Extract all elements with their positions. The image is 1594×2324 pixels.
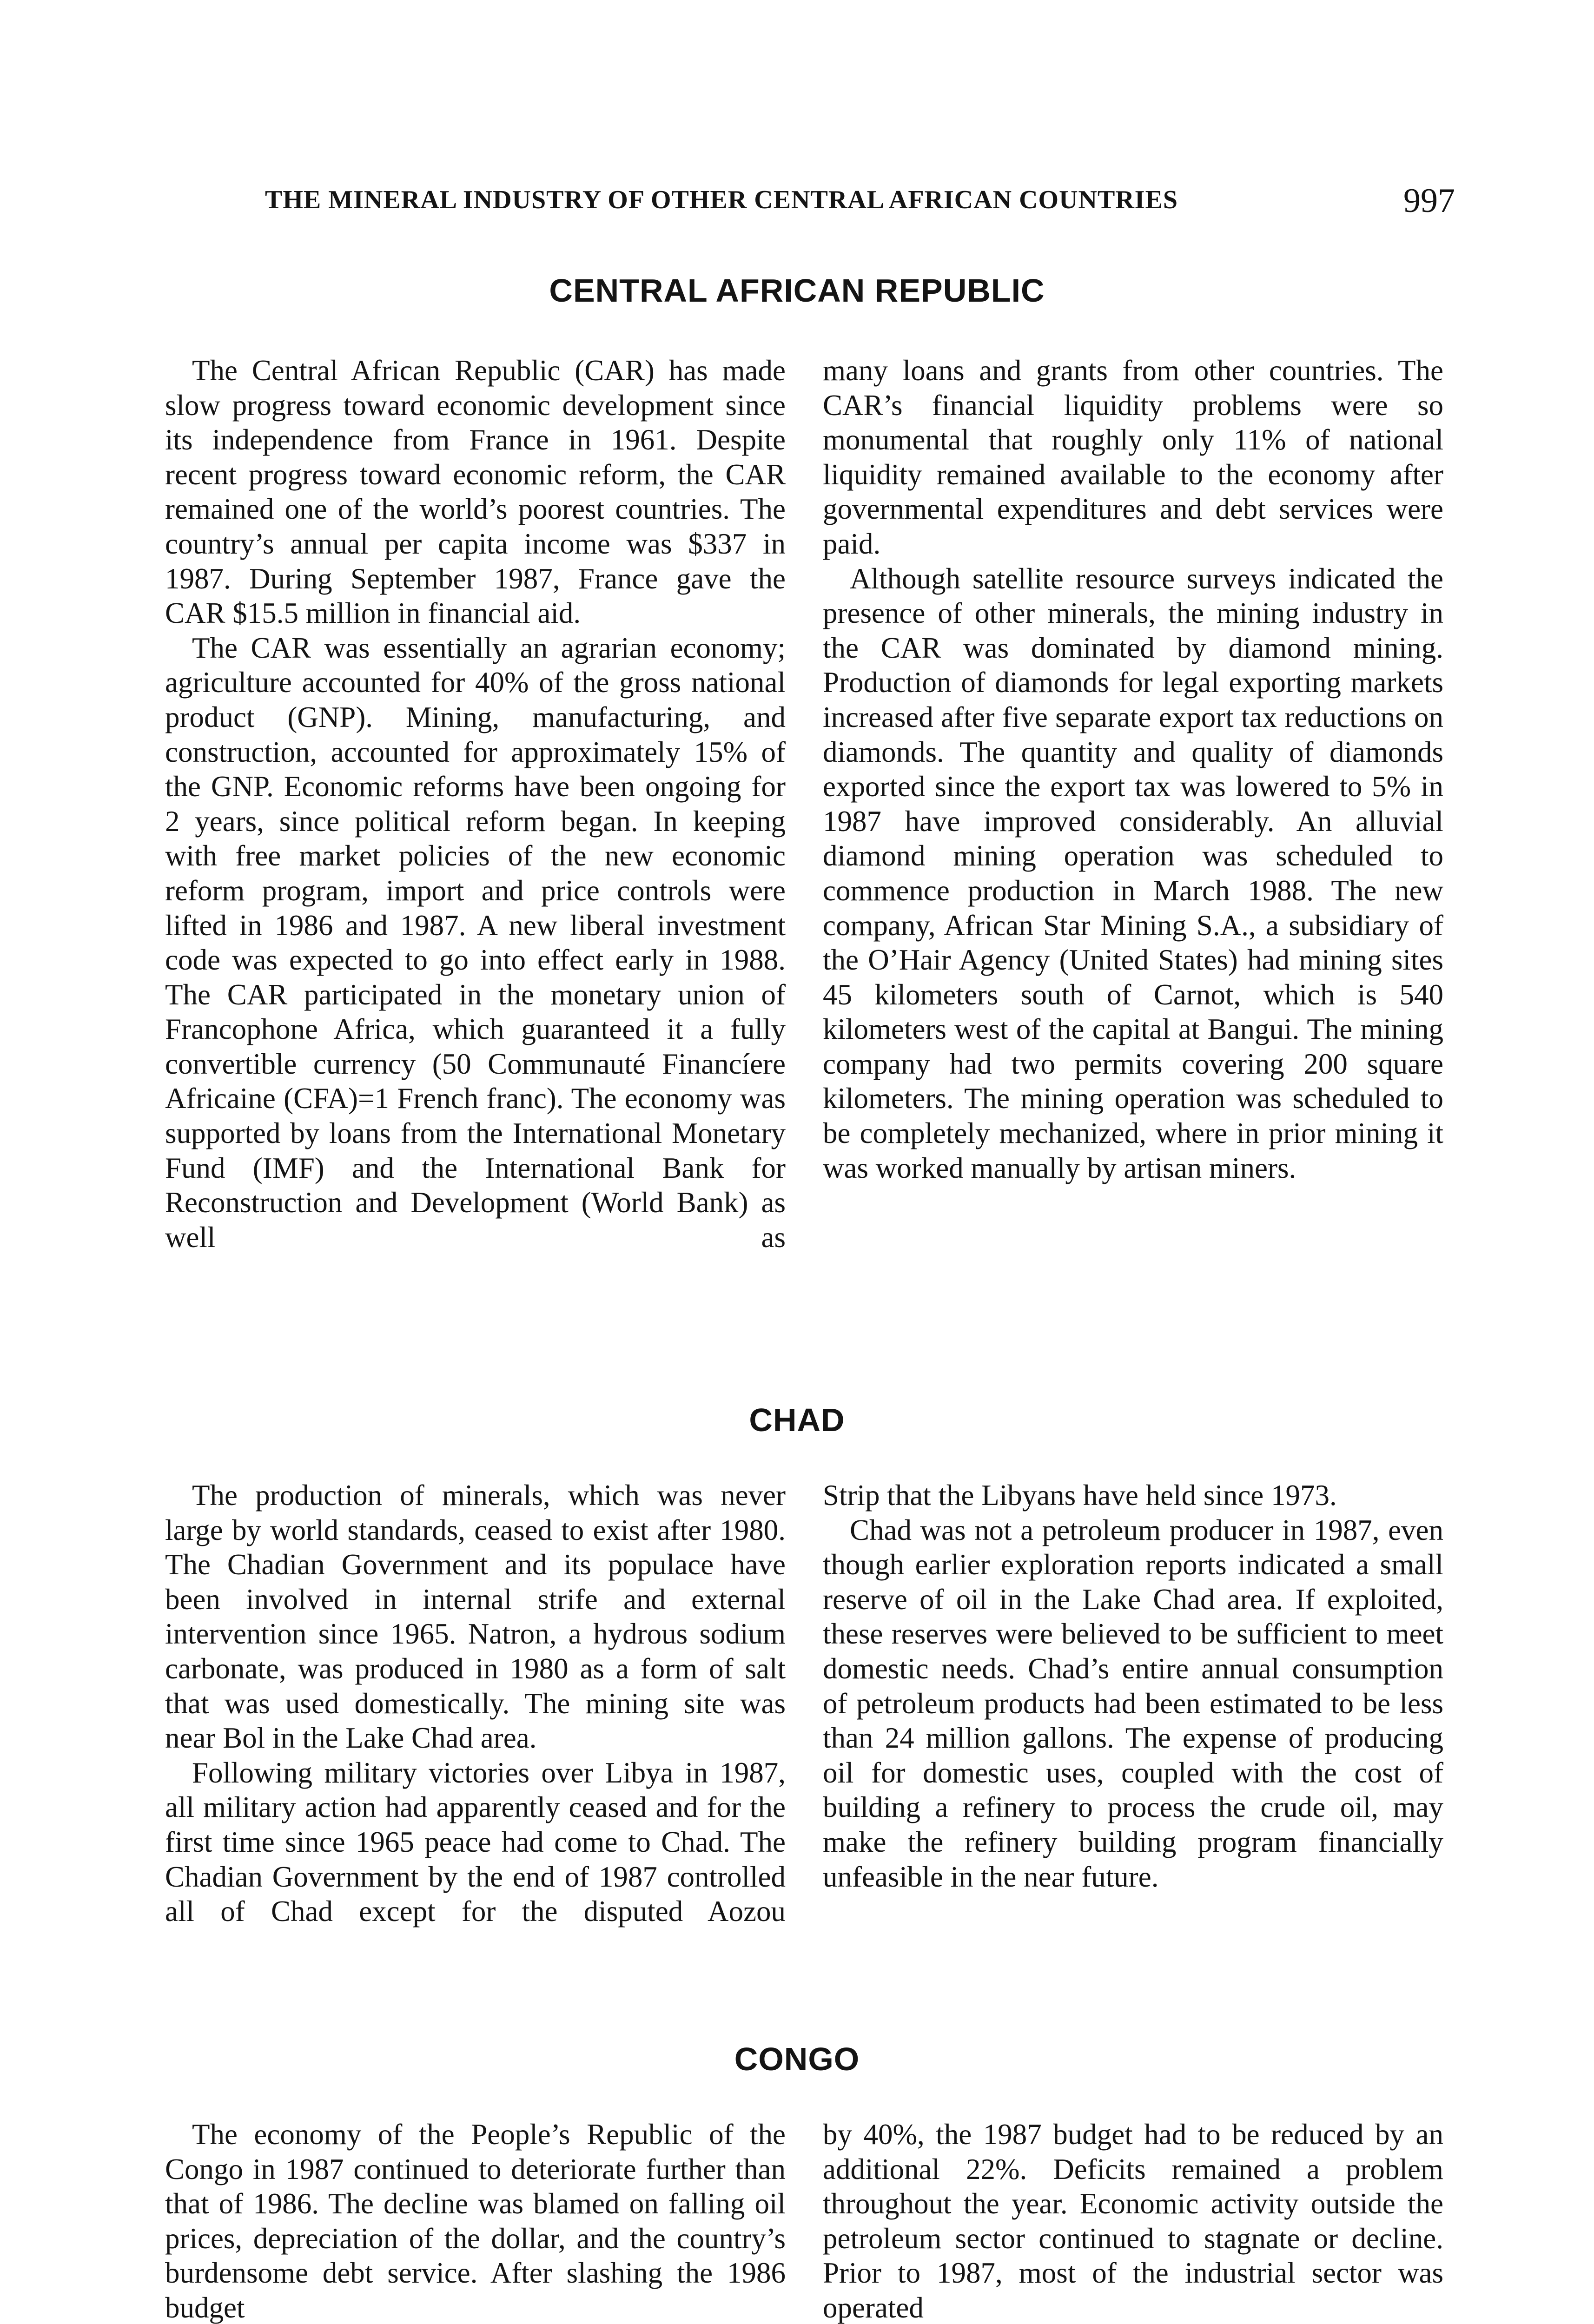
congo-right-column xyxy=(823,2117,1443,2324)
chad-paragraph-1: The production of minerals, which was never large by world standards, ceased to exist after 1980. The Chadian Government and its populace have been involved in internal strife and external intervention since 1965. Natron, a hydrous sodium carbonate, was produced in 1980 as a form of salt that was used domestically. The mining site was near Bol in the Lake Chad area. xyxy=(165,1479,786,1755)
chad-paragraph-3: Chad was not a petroleum producer in 1987, even though earlier exploration reports indicated a small reserve of oil in the Lake Chad area. If exploited, these reserves were believed to be sufficient to meet domestic needs. Chad’s entire annual consumption of petroleum products had been estimated to be less than 24 million gallons. The expense of producing oil for domestic uses, coupled with the cost of building a refinery to process the crude oil, may make the refinery building program financially unfeasible in the near future. xyxy=(823,1513,1443,1893)
congo-left-column xyxy=(165,2117,786,2324)
chad-left-column xyxy=(165,1478,786,1929)
section-heading-congo: CONGO xyxy=(734,2041,860,2077)
car-paragraph-2: The CAR was essentially an agrarian economy; agriculture accounted for 40% of the gross national product (GNP). Mining, manufacturing, and construction, accounted for approximately 15% of the GNP. Economic reforms have been ongoing for 2 years, since political reform began. In keeping with free market policies of the new economic reform program, import and price controls were lifted in 1986 and 1987. A new liberal investment code was expected to go into effect early in 1988. The CAR participated in the monetary union of Francophone Africa, which guaranteed it a fully convertible currency (50 Communauté Financíere Africaine (CFA)=1 French franc). The economy was supported by loans from the International Monetary Fund (IMF) and the International Bank for Reconstruction and Development (World Bank) as well as xyxy=(165,631,786,1254)
car-left-column xyxy=(165,353,786,1254)
car-right-column xyxy=(823,353,1443,1185)
section-heading-chad: CHAD xyxy=(749,1402,845,1438)
section-heading-car: CENTRAL AFRICAN REPUBLIC xyxy=(549,272,1045,309)
running-head xyxy=(265,181,1455,228)
running-title: THE MINERAL INDUSTRY OF OTHER CENTRAL AFRICAN COUNTRIES xyxy=(265,185,1178,214)
chad-right-column xyxy=(823,1478,1443,1894)
car-paragraph-2-continued: many loans and grants from other countries. The CAR’s financial liquidity problems were so monumental that roughly only 11% of national liquidity remained available to the economy after governmental expenditures and debt services were paid. xyxy=(823,354,1443,560)
car-paragraph-1: The Central African Republic (CAR) has made slow progress toward economic development since its independence from France in 1961. Despite recent progress toward economic reform, the CAR remained one of the world’s poorest countries. The country’s annual per capita income was $337 in 1987. During September 1987, France gave the CAR $15.5 million in financial aid. xyxy=(165,354,786,630)
page-number: 997 xyxy=(1403,182,1455,220)
chad-paragraph-2-continued: Strip that the Libyans have held since 1973. xyxy=(823,1479,1337,1512)
car-paragraph-3: Although satellite resource surveys indicated the presence of other minerals, the mining industry in the CAR was dominated by diamond mining. Production of diamonds for legal exporting markets increased after five separate export tax reductions on diamonds. The quantity and quality of diamonds exported since the export tax was lowered to 5% in 1987 have improved considerably. An alluvial diamond mining operation was scheduled to commence production in March 1988. The new company, African Star Mining S.A., a subsidiary of the O’Hair Agency (United States) had mining sites 45 kilometers south of Carnot, which is 540 kilometers west of the capital at Bangui. The mining company had two permits covering 200 square kilometers. The mining operation was scheduled to be completely mechanized, where in prior mining it was worked manually by artisan miners. xyxy=(823,562,1443,1184)
congo-paragraph-1-continued: by 40%, the 1987 budget had to be reduced by an additional 22%. Deficits remained a problem throughout the year. Economic activity outside the petroleum sector continued to stagnate or decline. Prior to 1987, most of the industrial sector was operated xyxy=(823,2118,1443,2324)
congo-paragraph-1: The economy of the People’s Republic of the Congo in 1987 continued to deteriorate further than that of 1986. The decline was blamed on falling oil prices, depreciation of the dollar, and the country’s burdensome debt service. After slashing the 1986 budget xyxy=(165,2118,786,2324)
chad-paragraph-2: Following military victories over Libya in 1987, all military action had apparently ceased and for the first time since 1965 peace had come to Chad. The Chadian Government by the end of 1987 controlled all of Chad except for the disputed Aozou xyxy=(165,1756,786,1928)
